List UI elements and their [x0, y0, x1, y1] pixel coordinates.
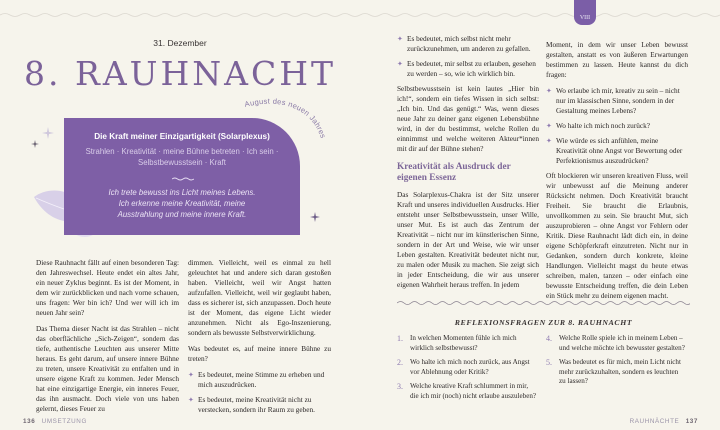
question-text: Welche Rolle spiele ich in meinem Leben – und welche möchte ich bewusster gestalten? [559, 334, 685, 352]
paragraph: Das Solarplexus-Chakra ist der Sitz unserer Kraft und unseres individuellen Ausdrucks. Hier entsteht unser Selbstbewusstsein, unser Wille, unser Mut. Es ist auch das Zentrum der Kreativität – nicht nur im künstlerischen Sinne, sondern in der Art und Weise, wie wir unser Leben gestalten. Kreativität bedeutet nicht nur, zu malen oder Musik zu machen. Sie zeigt sich in jeder Entscheidung, die wir aus unserer eigenen Wahrheit heraus treffen. In jedem [397, 190, 539, 289]
question-text: Welche kreative Kraft schlummert in mir, die ich mir (noch) nicht erlaube auszuleben? [410, 382, 537, 400]
body-column-1 [36, 258, 179, 420]
bullet-text: Es bedeutet, meine Kreativität nicht zu verstecken, sondern ihr Raum zu geben. [198, 395, 315, 414]
reflection-questions-left [397, 334, 537, 406]
reflection-questions-right [546, 334, 686, 392]
star-bullet-icon: ✦ [546, 137, 552, 145]
paragraph: Moment, in dem wir unser Leben bewusst gestalten, anstatt es von äußeren Erwartungen bestimmen zu lassen. Heute kannst du dich fragen: [546, 40, 688, 79]
bullet-item [546, 121, 688, 131]
footer-right [630, 418, 702, 425]
bullet-text: Wo halte ich mich noch zurück? [556, 121, 651, 130]
keywords-line: Selbstbewusstsein · Kraft [138, 158, 226, 167]
bullet-item [188, 370, 331, 390]
paragraph: Diese Rauhnacht fällt auf einen besonderen Tag: den Jahreswechsel. Heute endet ein altes Jahr, ein neuer Zyklus beginnt. Es ist der Moment, in dem wir zurückblicken und nach vorne schauen, uns fragen: Wer bin ich? Und wer will ich im neuen Jahr sein? [36, 258, 179, 317]
paragraph: Selbstbewusstsein ist kein lautes „Hier bin ich!“, sondern ein tiefes Wissen in sich selbst: „Ich bin. Und das genügt.“ Was, wenn dieses neue Jahr zu deiner ganz eigenen Lebensbühne wird, in der du bestimmst, welche Rollen du einnimmst und welche weiteren Akteur*innen mit dir auf der Bühne stehen? [397, 84, 539, 153]
section-subheading: Kreativität als Ausdruck der eigenen Essenz [397, 162, 511, 183]
star-bullet-icon: ✦ [546, 122, 552, 130]
chapter-date: 31. Dezember [153, 38, 207, 48]
card-heading: Die Kraft meiner Einzigartigkeit (Solarplexus) [94, 132, 270, 141]
reflection-question [397, 334, 537, 353]
affirmation-line: Ich erkenne meine Kreativität, meine [118, 199, 246, 208]
paragraph: Oft blockieren wir unseren kreativen Fluss, weil wir unbewusst auf die Meinung anderer Rücksicht nehmen. Doch Kreativität braucht Freiheit. Sie braucht die Erlaubnis, unvollkommen zu sein. Sie braucht Mut, sich auszuprobieren – ohne Angst vor Fehlern oder Kritik. Diese Rauhnacht lädt dich ein, in deine eigene Schöpferkraft einzutreten. Nicht nur in Gedanken, sondern durch konkrete, kleine Handlungen. Vielleicht magst du heute etwas schreiben, malen, tanzen – oder einfach eine bewusste Entscheidung treffen, die dein Leben ein Stück mehr zu deinem eigenen macht. [546, 171, 688, 300]
bullet-item [546, 136, 688, 166]
question-number: 4. [546, 334, 552, 343]
paragraph: Das Thema dieser Nacht ist das Strahlen – nicht das oberflächliche „Sich-Zeigen“, sondern das tiefe, authentische Leuchten aus unserer Mitte heraus. Es geht darum, auf unsere innere Bühne zu treten, unsere Kreativität zu entfalten und in unsere eigene Kraft zu kommen. Jeder Mensch hat eine einzigartige Energie, ein inneres Feuer, das ihn ausmacht. Doch viele von uns haben gelernt, dieses Feuer zu [36, 324, 179, 413]
star-bullet-icon: ✦ [397, 60, 403, 68]
bullet-text: Es bedeutet, mir selbst zu erlauben, gesehen zu werden – so, wie ich wirklich bin. [407, 59, 536, 78]
question-number: 1. [397, 334, 403, 343]
star-bullet-icon: ✦ [546, 87, 552, 95]
bullet-text: Es bedeutet, mich selbst nicht mehr zurückzunehmen, um anderen zu gefallen. [407, 34, 531, 53]
footer-left [19, 418, 87, 425]
bullet-text: Wo erlaube ich mir, kreativ zu sein – nicht nur im klassischen Sinne, sondern in der Gestaltung meines Lebens? [556, 86, 680, 115]
star-bullet-icon: ✦ [188, 396, 194, 404]
body-column-4 [546, 40, 688, 307]
bullet-item [397, 34, 539, 54]
reflection-question [546, 334, 686, 353]
question-number: 3. [397, 382, 403, 391]
card-affirmation [74, 187, 290, 220]
sparkle-icon [310, 212, 320, 222]
keywords-line: Strahlen · Kreativität · meine Bühne betreten · Ich sein · [85, 147, 279, 156]
paragraph: Was bedeutet es, auf meine innere Bühne zu treten? [188, 344, 331, 363]
bullet-item [546, 86, 688, 116]
reflection-question [546, 358, 686, 387]
bullet-text: Es bedeutet, meine Stimme zu erheben und mich auszudrücken. [198, 370, 325, 389]
star-bullet-icon: ✦ [397, 35, 403, 43]
affirmation-line: Ausstrahlung und meine innere Kraft. [117, 210, 247, 219]
reflection-title: REFLEXIONSFRAGEN ZUR 8. RAUHNACHT [454, 318, 633, 327]
footer-section: RAUHNÄCHTE [629, 418, 680, 425]
question-number: 5. [546, 358, 552, 367]
bullet-item [188, 395, 331, 415]
chapter-tab: VIII [574, 0, 596, 25]
page-title: 8. RAUHNACHT [24, 54, 336, 93]
bullet-item [397, 59, 539, 79]
sparkle-icon [31, 140, 39, 148]
bullet-text: Wie würde es sich anfühlen, meine Kreativität ohne Angst vor Bewertung oder Perfektionismus auszudrücken? [556, 136, 683, 165]
body-column-3 [397, 34, 539, 296]
sparkle-icon [42, 127, 54, 139]
reflection-question [397, 358, 537, 377]
footer-section: UMSETZUNG [41, 418, 87, 425]
affirmation-line: Ich trete bewusst ins Licht meines Lebens. [108, 188, 256, 197]
page-number: 136 [23, 418, 36, 425]
question-text: Was bedeutet es für mich, mein Licht nicht mehr zurückzuhalten, sondern es leuchten zu lassen? [559, 358, 681, 385]
squiggle-divider [172, 177, 194, 181]
paragraph: dimmen. Vielleicht, weil es einmal zu hell geleuchtet hat und andere sich daran gestoßen haben. Vielleicht, weil wir Angst hatten aufzufallen. Vielleicht, weil wir geglaubt haben, dass es sicherer ist, sich anzupassen. Doch heute ist der Moment, das eigene Licht wieder anzunehmen. Nicht als Ego-Inszenierung, sondern als bewusste Selbstverwirklichung. [188, 258, 331, 337]
arc-label-text: August des neuen Jahres [243, 96, 328, 140]
solar-plexus-card [64, 118, 300, 235]
page-number: 137 [685, 418, 698, 425]
question-text: Wo halte ich mich noch zurück, aus Angst vor Ablehnung oder Kritik? [410, 358, 530, 376]
reflection-question [397, 382, 537, 401]
question-text: In welchen Momenten fühle ich mich wirklich selbstbewusst? [410, 334, 517, 352]
card-keywords [74, 146, 290, 168]
body-column-2 [188, 258, 331, 420]
star-bullet-icon: ✦ [188, 371, 194, 379]
question-number: 2. [397, 358, 403, 367]
wave-divider [397, 300, 690, 306]
